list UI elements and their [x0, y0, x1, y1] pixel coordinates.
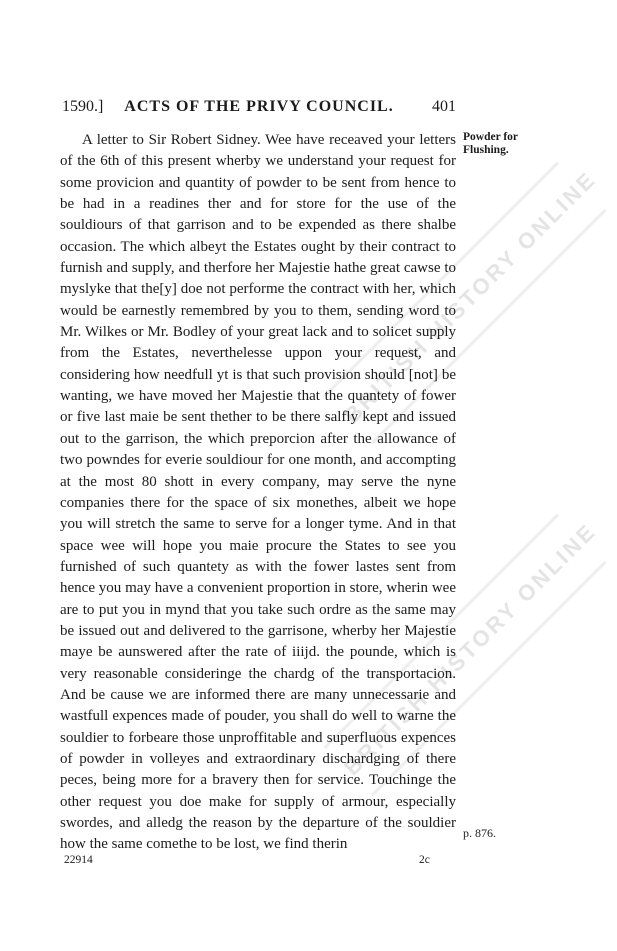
running-title: ACTS OF THE PRIVY COUNCIL. [124, 98, 394, 115]
header-year: 1590.] [62, 98, 104, 115]
margin-page-reference: p. 876. [463, 826, 496, 840]
print-number: 22914 [64, 854, 93, 866]
watermark: BRITISH HISTORY ONLINE [324, 162, 607, 445]
margin-note: Powder for Flushing. [463, 131, 518, 156]
page-footer [62, 854, 456, 872]
letter-paragraph: A letter to Sir Robert Sidney. Wee have receaved your letters of the 6th of this present wherby we understand your request for some provicion and quantity of powder to be sent from hence to be had in a readines ther and for store for the use of the souldiours of that garrison and to be expended as there shalbe occasion. The which albeyt the Estates ought by their contract to furnish and supply, and therfore her Majestie hathe great cawse to myslyke that the[y] doe not performe the contract with her, which would be earnestly remembred by you to them, sending word to Mr. Wilkes or Mr. Bodley of your great lack and to solicet supply from the Estates, neverthelesse uppon your request, and considering how needfull yt is that such provision should [not] be wanting, we have moved her Majestie that the quantety of fower or five last maie be sent thether to be there salfly kept and issued out to the garrison, the which preporcion after the allowance of two powndes for everie souldiour for one month, and accompting at the most 80 shott in every company, may serve the nyne companies there for the space of six monethes, albeit we hope you will stretch the same to serve for a longer tyme. And in that space wee will hope you maie procure the States to see you furnished of such quantety as with the fower lastes sent from hence you may have a convenient proportion in store, wherin wee are to put you in mynd that you take such ordre as the same may be issued out and delivered to the garrisone, wherby her Majestie maye be aunswered after the rate of iiijd. the pounde, which is very reasonable consideringe the chardg of the transportacion. And be cause we are informed there are many unnecessarie and wastfull expences made of pouder, you shall do well to warne the souldier to forbeare those unproffitable and superfluous expences of powder in volleyes and extraordinary dischardging of there peces, being more for a bravery then for service. Touchinge the other request you doe make for supply of armour, especially swordes, and alledg the reason by the departure of the souldier how the same comethe to be lost, we find therin [60, 132, 456, 853]
watermark: BRITISH HISTORY ONLINE [324, 514, 607, 797]
signature-mark: 2c [419, 854, 430, 866]
running-header [62, 98, 456, 118]
page-number: 401 [432, 98, 456, 115]
main-text [60, 130, 456, 856]
